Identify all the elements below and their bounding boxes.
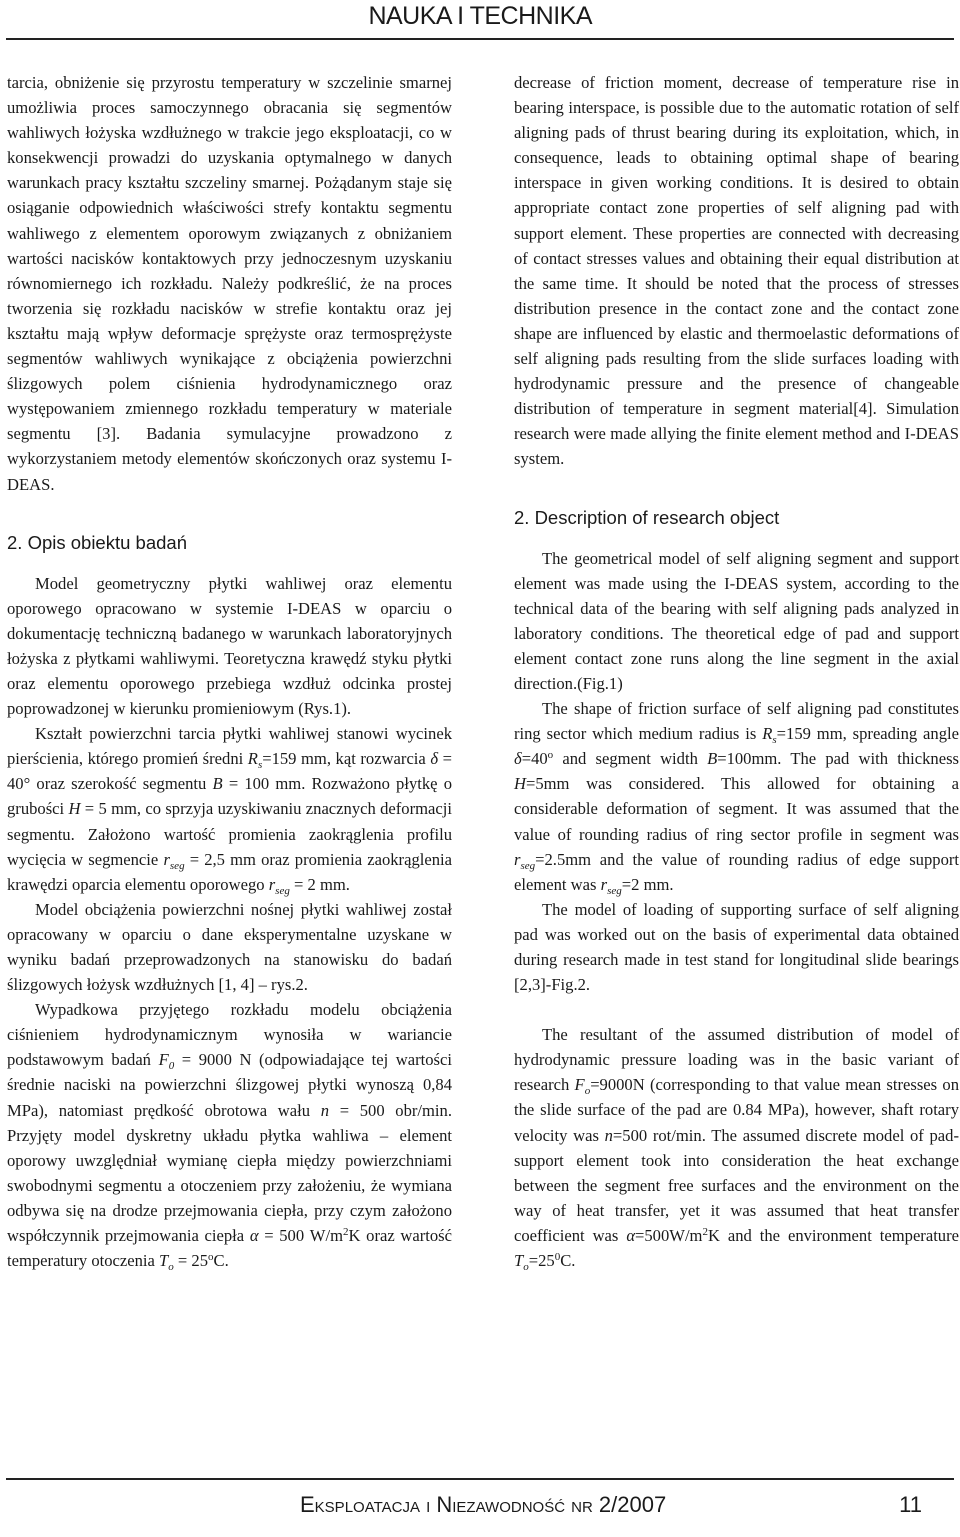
paragraph-model-en: The geometrical model of self aligning segment and support element was made using the I-DEAS system, according to the technical data of the bearing with self aligning pads analyzed in laboratory conditions. The theoretical edge of pad and support element contact zone runs along the line segment in the axial direction.(Fig.1) (514, 548, 959, 693)
paragraph-shape-pl: Kształt powierzchni tarcia płytki wahliwej stanowi wycinek pierścienia, którego promień średni $R_s=159$ mm, kąt rozwarcia δ = 40° oraz szerokość segmentu B = 100 mm. Rozważono płytkę o grubości H = 5 mm, co sprzyja uzyskiwaniu znacznych deformacji segmentu. Założono wartość promienia zaokrąglenia profilu wycięcia w segmencie $r_{seg} = 2,5$ mm oraz promienia zaokrąglenia krawędzi oparcia elementu oporowego $r_{seg} = 2$ mm. (7, 724, 452, 897)
page-header (0, 0, 960, 42)
paragraph-resultant-en: The resultant of the assumed distribution of model of hydrodynamic pressure loading was in the basic variant of research $F_o=9000N$ (corresponding to that value mean stresses on the slide surface of the pad are 0.84 MPa), however, shaft rotary velocity was n=500 rot/min. The assumed discrete model of pad-support element took into consideration the heat exchange between the segment free surfaces and the environment on the way of heat transfer, yet it was assumed that heat transfer coefficient was $\alpha=500W/m^2K$ and the environment temperature $T_o=25^0C$. (514, 1025, 959, 1274)
left-column (7, 70, 452, 1273)
journal-name: Eksploatacja i Niezawodność nr 2/2007 (300, 1492, 667, 1517)
paragraph-loading-pl: Model obciążenia powierzchni nośnej płytki wahliwej został opracowany w oparciu o dane eksperymentalne uzyskane w wyniku badań przeprowadzonych na stanowisku do badań ślizgowych łożysk wzdłużnych [1, 4] – rys.2. (7, 899, 452, 995)
paragraph-intro-en: decrease of friction moment, decrease of temperature rise in bearing interspace, is possible due to the automatic rotation of self aligning pads of thrust bearing during its exploitation, which, in consequence, leads to obtaining optimal shape of bearing interspace in given working conditions. It is desired to obtain appropriate contact zone properties of self aligning pad with support element. These properties are connected with decreasing of contact stresses values and obtaining their equal distribution at the same time. It should be noted that the process of stresses distribution presence in the contact zone and the contact zone shape are influenced by elastic and thermoelastic deformations of self aligning pads resulting from the slide surfaces loading with hydrodynamic pressure and the presence of changeable distribution of temperature in segment material[4]. Simulation research were made allying the finite element method and I-DEAS system. (514, 73, 959, 469)
header-divider (6, 38, 954, 40)
paragraph-shape-en: The shape of friction surface of self aligning pad constitutes ring sector which medium radius is $R_s=159$ mm, spreading angle $\delta=40^o$ and segment width B=100mm. The pad with thickness H=5mm was considered. This allowed for obtaining a considerable deformation of segment. It was assumed that the value of rounding radius of ring sector profile in segment was $r_{seg}=2.5mm$ and the value of rounding radius of edge support element was $r_{seg}=2$ mm. (514, 699, 959, 897)
paragraph-resultant-pl: Wypadkowa przyjętego rozkładu modelu obciążenia ciśnieniem hydrodynamicznym wynosiła w wariancie podstawowym badań $F_0 = 9000$ N (odpowiadające tej wartości średnie naciski na powierzchni ślizgowej płytki wynoszą 0,84 MPa), natomiast prędkość obrotowa wału n = 500 obr/min. Przyjęty model dyskretny układu płytka wahliwa – element oporowy uwzględniał wymianę ciepła między powierzchniami swobodnymi segmentu a otoczeniem przy założeniu, że wymiana odbywa się na drodze przejmowania ciepła, przy czym założono współczynnik przejmowania ciepła α = 500 $W/m^2K$ oraz wartość temperatury otoczenia $T_o = 25^oC$. (7, 1000, 452, 1274)
section-title: NAUKA I TECHNIKA (368, 2, 592, 30)
paragraph-loading-en: The model of loading of supporting surface of self aligning pad was worked out on the basis of experimental data obtained during research made in test stand for longitudinal slide bearings [2,3]-Fig.2. (514, 899, 959, 995)
footer-divider (6, 1478, 954, 1480)
paragraph-intro-pl: tarcia, obniżenie się przyrostu temperatury w szczelinie smarnej umożliwia proces samoczynnego obracania się segmentów wahliwych łożyska wzdłużnego w trakcie jego eksploatacji, co w konsekwencji prowadzi do uzyskania optymalnego w danych warunkach pracy kształtu szczeliny smarnej. Pożądanym staje się osiąganie odpowiednich właściwości strefy kontaktu segmentu wahliwego z elementem oporowym związanych z obniżaniem wartości nacisków kontaktowych przy jednoczesnym uzyskaniu równomiernego ich rozkładu. Należy podkreślić, że na proces tworzenia się rozkładu nacisków w strefie kontaktu oraz jej kształtu mają wpływ deformacje sprężyste oraz termosprężyste segmentów wahliwych wynikające z obciążenia powierzchni ślizgowych polem ciśnienia hydrodynamicznego oraz występowaniem zmiennego rozkładu temperatury w materiale segmentu [3]. Badania symulacyjne prowadzono z wykorzystaniem metody elementów skończonych oraz systemu I-DEAS. (7, 73, 452, 494)
section-heading-en: 2. Description of research object (514, 506, 780, 528)
right-column (514, 70, 959, 1273)
paragraph-gap (514, 997, 959, 1022)
section-heading-pl: 2. Opis obiektu badań (7, 531, 187, 553)
paragraph-model-pl: Model geometryczny płytki wahliwej oraz elementu oporowego opracowano w systemie I-DEAS w oparciu o dokumentację techniczną badanego w warunkach laboratoryjnych łożyska z płytkami wahliwymi. Teoretyczna krawędź styku płytki oraz elementu oporowego przebiega wzdłuż odcinka prostej poprowadzonej w kierunku promieniowym (Rys.1). (7, 573, 452, 719)
page-number: 11 (899, 1492, 922, 1517)
